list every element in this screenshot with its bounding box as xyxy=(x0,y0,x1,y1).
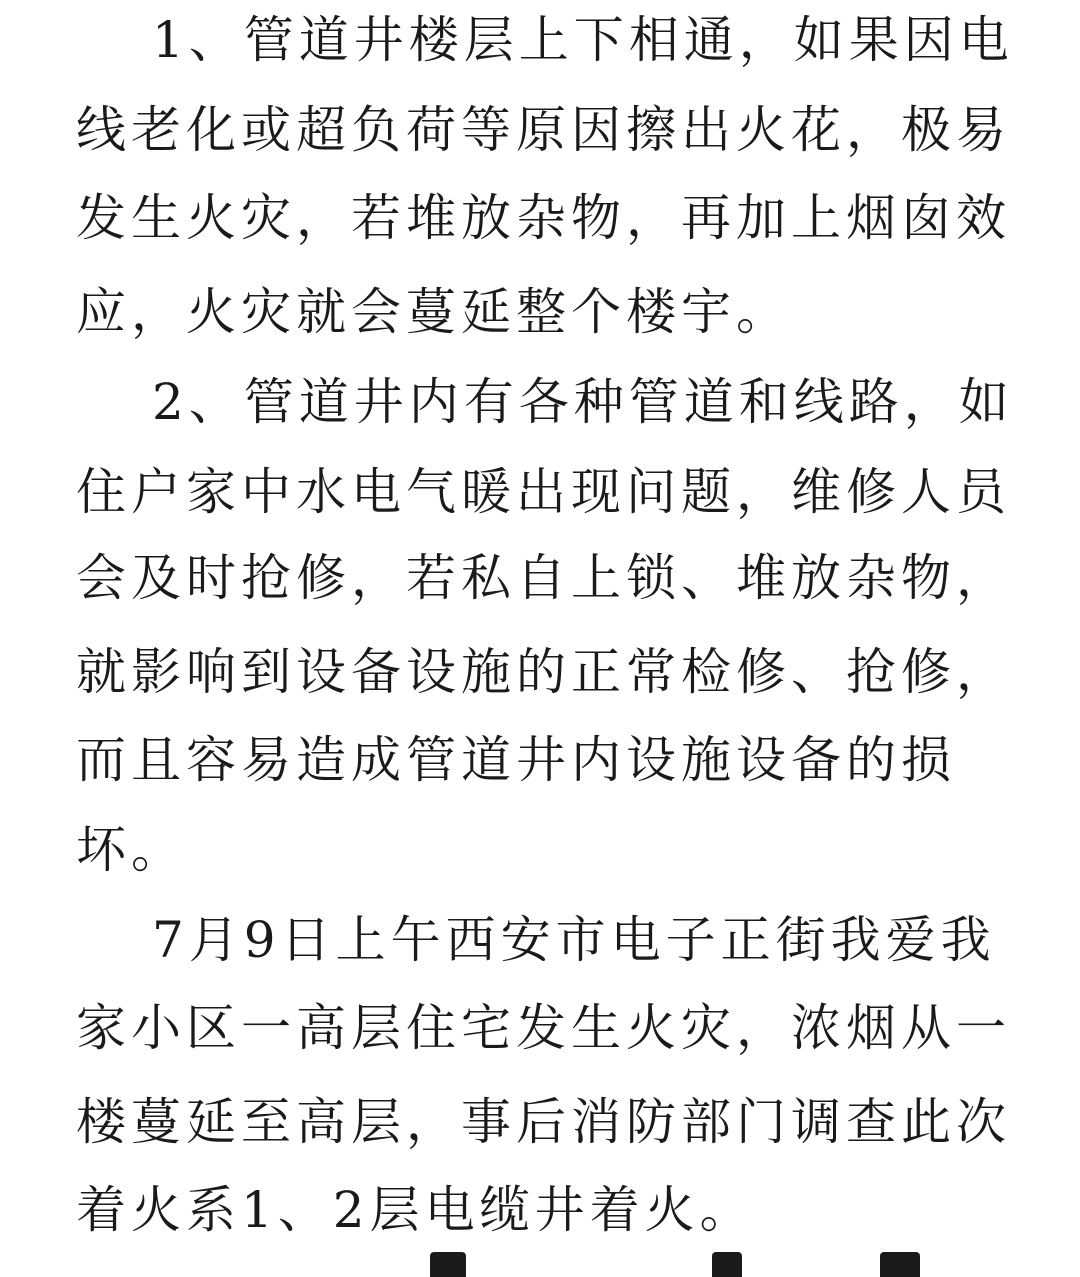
paragraph-2-line-3: 会及时抢修，若私自上锁、堆放杂物， xyxy=(76,549,1011,607)
paragraph-2-line-5: 而且容易造成管道井内设施设备的损 xyxy=(76,731,956,789)
paragraph-2-line-1: 2、管道井内有各种管道和线路，如 xyxy=(152,373,1014,431)
paragraph-2-line-6: 坏。 xyxy=(76,821,186,879)
paragraph-1-line-1: 1、管道井楼层上下相通，如果因电 xyxy=(152,11,1014,69)
cutoff-glyph-fragment xyxy=(430,1252,466,1277)
paragraph-2-line-4: 就影响到设备设施的正常检修、抢修， xyxy=(76,643,1011,701)
paragraph-3-line-4: 着火系1、2层电缆井着火。 xyxy=(76,1181,755,1239)
paragraph-3-line-3: 楼蔓延至高层，事后消防部门调查此次 xyxy=(76,1093,1011,1151)
paragraph-3-line-1: 7月9日上午西安市电子正街我爱我 xyxy=(152,911,996,969)
paragraph-1-line-3: 发生火灾，若堆放杂物，再加上烟囱效 xyxy=(76,189,1011,247)
paragraph-3-line-2: 家小区一高层住宅发生火灾，浓烟从一 xyxy=(76,999,1011,1057)
paragraph-1-line-4: 应，火灾就会蔓延整个楼宇。 xyxy=(76,283,791,341)
paragraph-1-line-2: 线老化或超负荷等原因擦出火花，极易 xyxy=(76,101,1011,159)
cutoff-glyph-fragment xyxy=(712,1252,742,1277)
cutoff-glyph-fragment xyxy=(880,1252,920,1277)
paragraph-2-line-2: 住户家中水电气暖出现问题，维修人员 xyxy=(76,463,1011,521)
